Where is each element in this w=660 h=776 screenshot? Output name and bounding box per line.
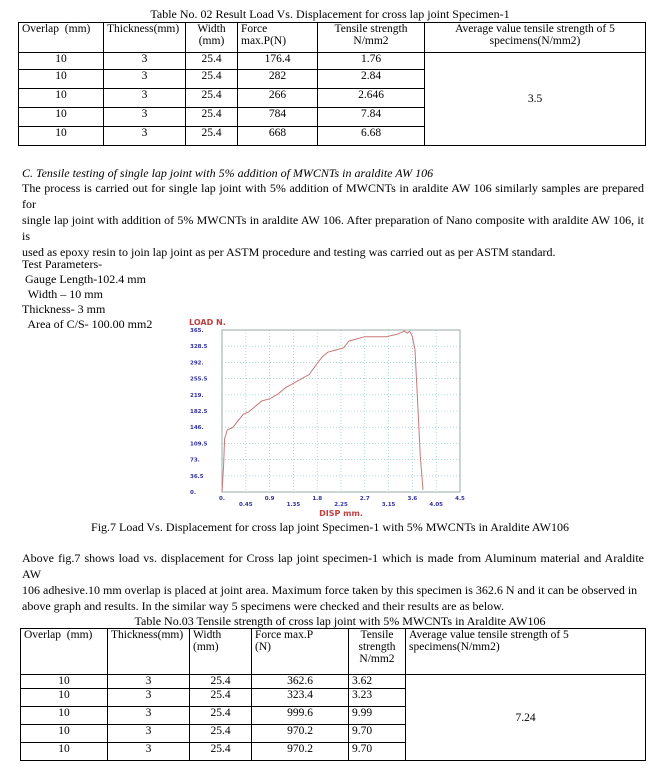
table-header-cell: Tensile strength N/mm2 [318,23,425,53]
table-header-cell: Overlap (mm) [21,629,108,675]
x-tick-label: 2.7 [359,496,370,502]
y-tick-label: 73. [190,457,200,464]
table2-caption: Table No. 02 Result Load Vs. Displacement for cross lap joint Specimen-1 [150,7,510,21]
table-cell: 25.4 [186,89,238,108]
y-tick-label: 292. [190,360,204,367]
y-axis-label: LOAD N. [189,318,226,327]
table-cell: 668 [238,127,318,146]
average-cell: 7.24 [406,675,646,761]
x-tick-label: 1.8 [312,496,323,502]
table-cell: 10 [21,689,108,707]
x-tick-label: 3.6 [407,496,418,502]
table-header-cell: Force max.P (N) [252,629,349,675]
x-axis-label: DISP mm. [319,509,363,518]
table-cell: 3 [108,689,190,707]
table2 [18,22,646,146]
table-cell: 10 [19,70,104,89]
y-tick-label: 219. [190,392,204,399]
table-cell: 10 [19,127,104,146]
x-tick-label: 4.5 [455,496,465,502]
table-cell: 176.4 [238,53,318,70]
table-cell: 25.4 [186,127,238,146]
y-tick-label: 36.5 [190,473,204,480]
table-cell: 10 [21,707,108,725]
table-cell: 3 [104,127,186,146]
table-header-cell: Thickness(mm) [104,23,186,53]
table-cell: 25.4 [186,53,238,70]
table-cell: 10 [21,743,108,761]
table-cell: 3 [104,53,186,70]
table-cell: 9.70 [349,743,406,761]
table-cell: 6.68 [318,127,425,146]
table3-caption: Table No.03 Tensile strength of cross lap joint with 5% MWCNTs in Araldite AW106 [134,614,546,628]
table-cell: 2.646 [318,89,425,108]
table-cell: 784 [238,108,318,127]
table-header-row [21,629,646,675]
table-cell: 970.2 [252,725,349,743]
table-cell: 3 [104,108,186,127]
table-cell: 282 [238,70,318,89]
table-cell: 3 [108,725,190,743]
paragraph-line: Above fig.7 shows load vs. displacement for Cross lap joint specimen-1 which is made from Aluminum material and Araldite AW [22,551,644,581]
table3 [20,628,646,761]
table-cell: 10 [19,89,104,108]
table-cell: 3 [108,743,190,761]
thickness-param: Thickness- 3 mm [22,302,106,316]
table-cell: 25.4 [190,743,252,761]
table-cell: 25.4 [186,108,238,127]
average-cell: 3.5 [425,53,646,146]
table-row [21,675,646,689]
table-cell: 25.4 [190,689,252,707]
table-header-cell: Tensile strength N/mm2 [349,629,406,675]
test-params-title: Test Parameters- [22,257,103,271]
paragraph-line: The process is carried out for single lap joint with 5% addition of MWCNTs in araldite AW 106 similarly samples are prepared for [22,181,644,211]
y-tick-label: 328.5 [190,344,208,351]
x-tick-label: 4.05 [429,502,443,508]
y-tick-label: 109.5 [190,441,208,448]
table-cell: 1.76 [318,53,425,70]
gauge-length: Gauge Length-102.4 mm [22,272,146,286]
figure-caption: Fig.7 Load Vs. Displacement for cross lap joint Specimen-1 with 5% MWCNTs in Araldite AW106 [91,520,569,534]
paragraph-line: 106 adhesive.10 mm overlap is placed at joint area. Maximum force taken by this specimen is 362.6 N and it can be observed in [22,583,638,597]
table-cell: 9.99 [349,707,406,725]
table-header-row [19,23,646,53]
test-params [22,242,152,332]
x-tick-label: 3.15 [381,502,396,508]
table-cell: 10 [19,108,104,127]
y-tick-label: 255.5 [190,376,208,383]
table-cell: 3 [104,89,186,108]
table-header-cell: Average value tensile strength of 5 specimens(N/mm2) [425,23,646,53]
paragraph-line: single lap joint with addition of 5% MWCNTs in araldite AW 106. After preparation of Nano composite with araldite AW 106, it is [22,213,644,243]
table-cell: 3 [104,70,186,89]
table-row [19,53,646,70]
y-tick-label: 0. [190,490,196,496]
table-cell: 25.4 [186,70,238,89]
y-tick-label: 146. [190,425,204,432]
table-header-cell: Overlap (mm) [19,23,104,53]
table-cell: 323.4 [252,689,349,707]
x-tick-label: 2.25 [334,502,348,508]
figure-paragraph [22,550,644,614]
paragraph-line: above graph and results. In the similar way 5 specimens were checked and their results are as below. [22,599,505,613]
y-tick-label: 365. [190,328,204,334]
table-cell: 999.6 [252,707,349,725]
table-header-cell: Force max.P(N) [238,23,318,53]
table-cell: 25.4 [190,725,252,743]
table-cell: 970.2 [252,743,349,761]
x-tick-label: 1.35 [286,502,301,508]
x-tick-label: 0.45 [239,502,253,508]
table-cell: 9.70 [349,725,406,743]
table-cell: 10 [21,725,108,743]
table-cell: 10 [21,675,108,689]
x-tick-label: 0.9 [264,496,275,502]
table-cell: 362.6 [252,675,349,689]
table-header-cell: Thickness(mm) [108,629,190,675]
table-cell: 25.4 [190,707,252,725]
table-cell: 7.84 [318,108,425,127]
y-tick-label: 182.5 [190,409,208,415]
x-tick-label: 0. [219,496,225,502]
table-header-cell: Average value tensile strength of 5 specimens(N/mm2) [406,629,646,675]
section-heading: C. Tensile testing of single lap joint with 5% addition of MWCNTs in araldite AW 106 [22,166,434,180]
table-cell: 10 [19,53,104,70]
table-cell: 2.84 [318,70,425,89]
table-cell: 3 [108,707,190,725]
series-line [222,331,423,492]
table-header-cell: Width (mm) [190,629,252,675]
table-cell: 266 [238,89,318,108]
table-cell: 25.4 [190,675,252,689]
width-param: Width – 10 mm [22,287,103,301]
table-cell: 3.23 [349,689,406,707]
table-cell: 3 [108,675,190,689]
table-cell: 3.62 [349,675,406,689]
paragraph-line: used as epoxy resin to join lap joint as per ASTM procedure and testing was carried out as per ASTM standard. [22,245,556,259]
load-displacement-chart [170,312,470,520]
table-header-cell: Width (mm) [186,23,238,53]
area-param: Area of C/S- 100.00 mm2 [22,317,153,331]
